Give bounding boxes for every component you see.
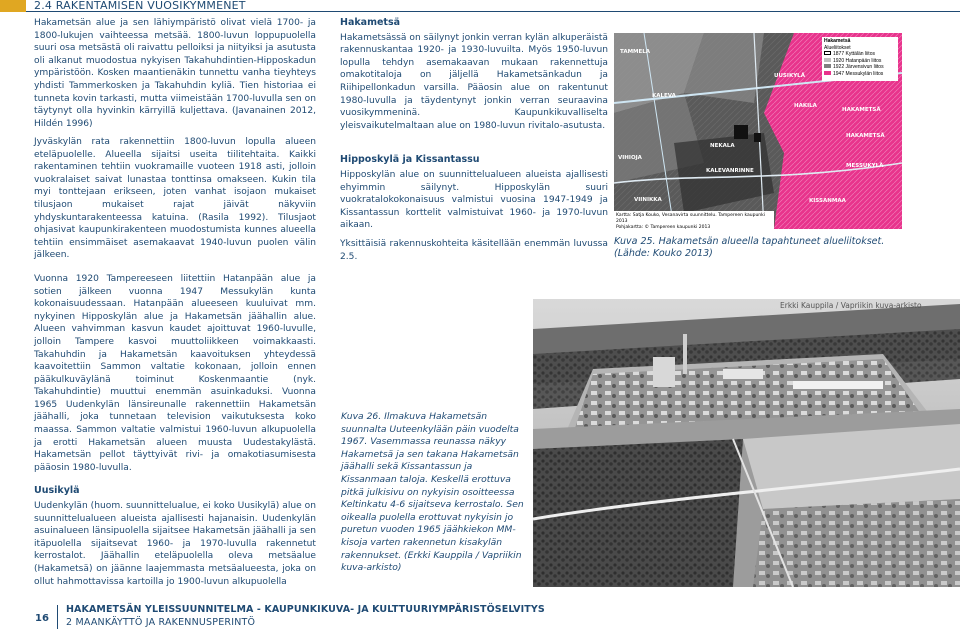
header-accent-bar <box>0 0 26 12</box>
section-title: 2.4 RAKENTAMISEN VUOSIKYMMENET <box>34 0 246 12</box>
map-label-vihioja: VIHIOJA <box>618 155 642 161</box>
paragraph-hakametsa: Hakametsässä on säilynyt jonkin verran kylän alkuperäistä rakennuskantaa 1920- ja 1930-luvuilta. Myös 1950-luvun lopulla tehdyn asemakaavan mukaan rakennettuja omakotitaloja on jäljellä Hakametsänkadun ja Riihipellonkadun varsilla. Pääosin alue on rakentunut 1980-luvulla ja täydentynyt jonkin verran seuraavina vuosikymmeninä. Kaupunkikuvalliselta yleisvaikutelmaltaan alue on 1980-luvun rivitalo-asutusta. <box>340 32 608 131</box>
map-label-messukyla: MESSUKYLÄ <box>846 163 884 169</box>
legend-swatch <box>824 64 831 68</box>
aerial-photo <box>533 299 960 587</box>
footer-divider <box>57 605 58 629</box>
heading-hipposkyla: Hipposkylä ja Kissantassu <box>340 154 480 166</box>
paragraph-annexation: Vuonna 1920 Tampereeseen liitettiin Hatanpään alue ja sotien jälkeen vuonna 1947 Messukylän kunta kokonaisuudessaan. Hatanpään alueeseen kuuluivat mm. nykyinen Hipposkylän alue ja Hakametsän jäähallin alue. Alueen vahvimman kasvun kaudet ajoittuvat 1960-luvulle, jolloin Tampere kasvoi muuttoliikkeen voimakkaasti. Takahuhdin ja Hakametsän kaavoituksen yhteydessä kaavoitettiin Sammon valtatie kokonaan, jolloin ennen pääkulkuväylänä toiminut Koskenmaantie (nyk. Takahuhdintie) muuttui enemmän asuinkaduksi. Vuonna 1965 Uudenkylän länsireunalle rakennettiin Hakametsän jäähalli, joka tunnetaan television vaikutuksesta koko maassa. Sammon valtatie valmistui 1960-luvun alkupuolella ja erotti Hakametsän alueen muusta Uudestakylästä. Hakametsän pellot täyttyivät rivi- ja omakotiasumisesta pääosin 1980-luvulla. <box>34 273 316 473</box>
page-number: 16 <box>35 613 49 624</box>
map-caption: Kuva 25. Hakametsän alueella tapahtuneet alueliitokset. (Lähde: Kouko 2013) <box>614 236 885 259</box>
middle-column <box>340 17 608 274</box>
left-column-top <box>34 17 316 141</box>
legend-item: 1922 Järvensivun liitos <box>824 64 898 71</box>
map-label-uusikyla: UUSIKYLÄ <box>774 73 805 79</box>
map-source <box>616 213 774 229</box>
map-label-nekala: NEKALA <box>710 143 735 149</box>
paragraph-history: Hakametsän alue ja sen lähiympäristö olivat vielä 1700- ja 1800-lukujen vaihteessa metsää. 1800-luvun loppupuolella suuri osa metsästä oli raivattu pelloiksi ja niityiksi ja asutusta oli alkanut muodostua nykyisen Takahuhdintien-Hipposkadun ympäristöön. Kosken maantienäkin tunnettu vanha tieyhteys yhdisti Tammerkosken ja Takahuhdin kyliä. Tien historiaa ei tunneta kovin tarkasti, mutta viimeistään 1700-luvulla sen on täytynyt olla hyvinkin kärryillä kuljettava. (Javanainen 2012, Hildén 1996) <box>34 18 316 129</box>
map-source-line: Kartta: Satja Kouko, Vesanavirta suunnittelu. Tampereen kaupunki 2013 <box>616 213 766 224</box>
legend-swatch <box>824 58 831 62</box>
map-legend <box>824 38 898 77</box>
legend-subtitle: Alueliitokset <box>824 44 851 51</box>
legend-swatch <box>824 71 831 75</box>
map-label-tammela: TAMMELA <box>620 49 651 55</box>
map-label-kissanmaa: KISSANMAA <box>809 198 846 204</box>
map-source-line: Pohjakartta: © Tampereen kaupunki 2013 <box>616 225 711 229</box>
legend-item: 1920 Hatanpään liitos <box>824 58 898 65</box>
annexation-map <box>614 33 902 229</box>
map-label-hakila: HAKILA <box>794 103 817 109</box>
map-label-kaleva: KALEVA <box>652 93 676 99</box>
map-label-kalevanrinne: KALEVANRINNE <box>706 168 754 174</box>
paragraph-hipposkyla: Hipposkylän alue on suunnittelualueen alueista ajallisesti ehyimmin säilynyt. Hipposkylän suuri vuokratalokokonaisuus valmistui vuosina 1947-1949 ja Kissantassun korttelit valmistuivat 1960- ja 1970-luvun aikaan. <box>340 169 608 231</box>
left-column-body <box>34 136 316 599</box>
photo-credit: Erkki Kauppila / Vapriikin kuva-arkisto <box>780 301 922 310</box>
legend-item: 1877 Kyttälän liitos <box>824 51 898 58</box>
map-label-hakametsa: HAKAMETSÄ <box>842 107 881 113</box>
section-header <box>0 0 960 12</box>
map-label-viinikka: VIINIKKA <box>634 197 662 203</box>
paragraph-railway: Jyväskylän rata rakennettiin 1800-luvun lopulla alueen eteläpuolelle. Alueella sijaitsi useita tiilitehtaita. Kaikki rakentaminen tehtiin vuokramaille vuoteen 1918 asti, jolloin vuokralaiset saivat lunastaa tonttinsa omakseen. Kukin tila myi tonttejaan erikseen, joten vanhat isojaon mukaiset tilusjaon mukaiset rajat jäivät näkyviin yhdyskuntarakenteessa katuina. (Rasila 1992). Tilusjaot ohjasivat kaupunkirakenteen muodostumista kunnes alueella tehtiin ensimmäiset asemakaavat 1940-luvun puolen välin jälkeen. <box>34 137 316 261</box>
footer-subtitle: 2 MAANKÄYTTÖ JA RAKENNUSPERINTÖ <box>66 617 256 628</box>
heading-uusikyla: Uusikylä <box>34 485 80 497</box>
paragraph-summary: Yksittäisiä rakennuskohteita käsitellään enemmän luvussa 2.5. <box>340 238 608 262</box>
footer-title: HAKAMETSÄN YLEISSUUNNITELMA - KAUPUNKIKUVA- JA KULTTUURIYMPÄRISTÖSELVITYS <box>66 604 545 615</box>
legend-title: Hakametsä <box>824 38 851 44</box>
paragraph-uusikyla: Uudenkylän (huom. suunnittelualue, ei koko Uusikylä) alue on suunnittelualueen alueista ajallisesti hajanaisin. Uudenkylän asuinalueen länsipuolella sijaitsee Hakametsän jäähalli ja sen itäpuolella sijaitsevat 1960- ja 1970-luvulla rakennetut kerrostalot. Jäähallin eteläpuolella oleva metsäalue (Hakametsä) on jäänne laajemmasta metsäalueesta, joka on ollut hahmottavissa kartoilla jo 1900-luvun alkupuolella <box>34 501 316 587</box>
legend-item: 1947 Messukylän liitos <box>824 71 898 78</box>
map-label-hakametsa-2: HAKAMETSÄ <box>846 133 885 139</box>
photo-caption: Kuva 26. Ilmakuva Hakametsän suunnalta Uuteenkylään päin vuodelta 1967. Vasemmassa reunassa näkyy Hakametsä ja sen takana Hakametsän jäähalli sekä Kissantassun ja Kissanmaan taloja. Keskellä erottuva pitkä julkisivu on nykyisin osoitteessa Keltinkatu 4-6 sijaitseva kerrostalo. Sen oikealla puolella erottuvat nykyisin jo puretun vuoden 1965 jäähkiekon MM-kisoja varten rakennetun kisakylän rakennukset. (Erkki Kauppila / Vapriikin kuva-arkisto) <box>341 411 524 574</box>
heading-hakametsa: Hakametsä <box>340 17 401 28</box>
legend-swatch <box>824 51 831 55</box>
